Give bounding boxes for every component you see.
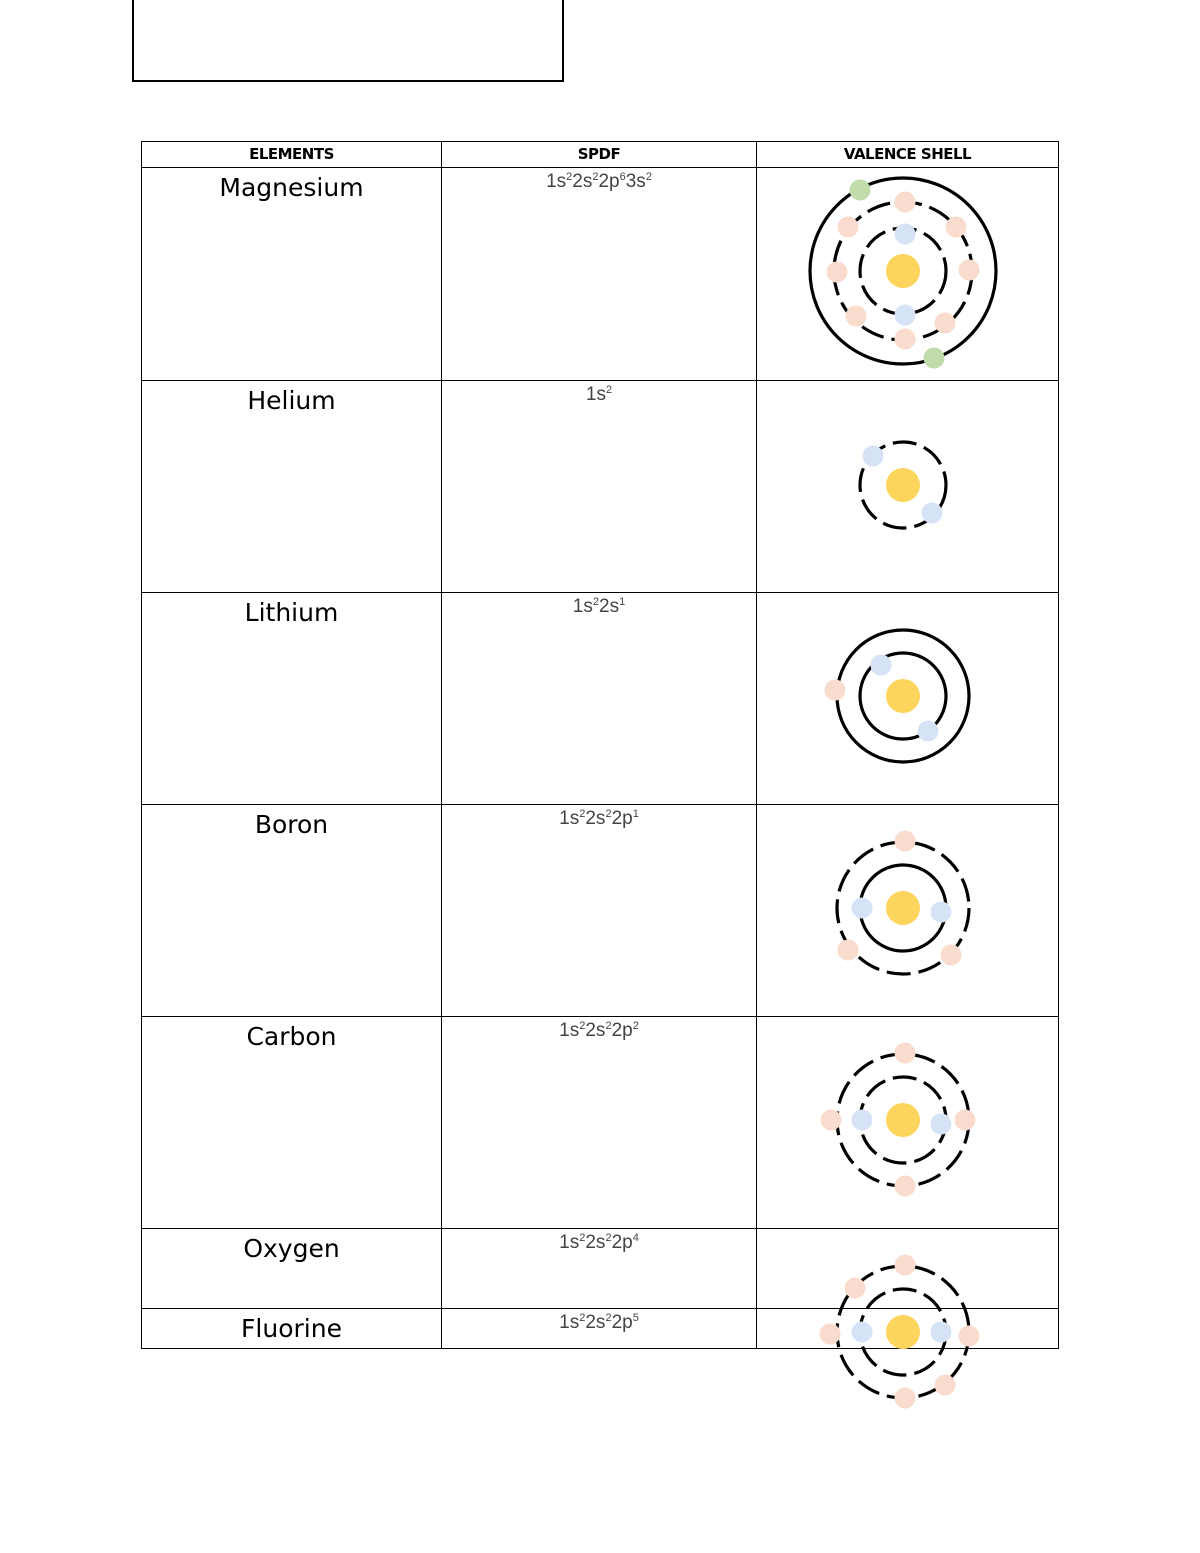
electron [895, 1255, 916, 1276]
electron [845, 1278, 866, 1299]
electron-count: 2 [605, 1312, 612, 1324]
orbital-label: 2s [585, 1232, 606, 1253]
spdf-notation [442, 1229, 756, 1254]
orbital-label: 1s [572, 596, 593, 617]
electron [895, 224, 916, 245]
orbital-label: 2s [572, 171, 593, 192]
electron [895, 1043, 916, 1064]
electron [959, 1326, 980, 1347]
element-name: Boron [254, 810, 329, 839]
electron [918, 721, 939, 742]
electron-count: 2 [579, 1020, 586, 1032]
electron-count: 2 [592, 596, 599, 608]
spdf-notation [442, 593, 756, 618]
electron-count: 2 [632, 1020, 639, 1032]
orbital-label: 1s [559, 1312, 580, 1333]
nucleus [886, 1103, 920, 1137]
spdf-notation [442, 1017, 756, 1042]
electron [895, 1176, 916, 1197]
spdf-notation [442, 1309, 756, 1334]
electron [852, 1110, 873, 1131]
element-name: Lithium [244, 598, 339, 627]
orbital-label: 1s [585, 384, 606, 405]
electron-count: 2 [579, 1312, 586, 1324]
nucleus [886, 1315, 920, 1349]
electron [935, 1375, 956, 1396]
element-name: Magnesium [219, 173, 364, 202]
orbital-label: 2s [585, 1312, 606, 1333]
electron [827, 262, 848, 283]
electron [850, 180, 871, 201]
electron [959, 260, 980, 281]
electron [941, 945, 962, 966]
name-box[interactable] [132, 0, 564, 82]
orbital-label: 2p [611, 1232, 633, 1253]
electron [895, 192, 916, 213]
fluorine-bohr-diagram [793, 1222, 1013, 1442]
nucleus [886, 679, 920, 713]
element-name: Carbon [246, 1022, 337, 1051]
electron-count: 2 [566, 171, 573, 183]
boron-bohr-diagram [793, 798, 1013, 1018]
electron [825, 680, 846, 701]
electron [895, 831, 916, 852]
electron-count: 2 [605, 808, 612, 820]
orbital-label: 2s [585, 808, 606, 829]
electron [821, 1110, 842, 1131]
orbital-label: 2p [611, 1020, 633, 1041]
electron-count: 2 [592, 171, 599, 183]
header-elements: ELEMENTS [142, 142, 442, 168]
orbital-label: 1s [559, 1232, 580, 1253]
orbital-label: 2p [611, 808, 633, 829]
element-name: Helium [247, 386, 336, 415]
electron [931, 1114, 952, 1135]
orbital-label: 2s [599, 596, 620, 617]
electron-count: 2 [645, 171, 652, 183]
nucleus [886, 254, 920, 288]
electron [852, 898, 873, 919]
electron-count: 2 [579, 808, 586, 820]
electron-count: 1 [632, 808, 639, 820]
electron-count: 2 [605, 384, 613, 396]
electron [820, 1324, 841, 1345]
electron [895, 305, 916, 326]
orbital-label: 2p [611, 1312, 633, 1333]
electron [924, 348, 945, 369]
electron [838, 940, 859, 961]
orbital-label: 2p [598, 171, 620, 192]
lithium-bohr-diagram [793, 586, 1013, 806]
element-name: Oxygen [243, 1234, 340, 1263]
electron-count: 2 [605, 1232, 612, 1244]
carbon-bohr-diagram [793, 1010, 1013, 1230]
electron [852, 1322, 873, 1343]
orbital-label: 1s [546, 171, 567, 192]
orbital-label: 1s [559, 808, 580, 829]
electron [863, 446, 884, 467]
electron [838, 217, 859, 238]
orbital-label: 2s [585, 1020, 606, 1041]
electron [935, 313, 956, 334]
electron [922, 503, 943, 524]
nucleus [886, 891, 920, 925]
electron-count: 2 [579, 1232, 586, 1244]
helium-bohr-diagram [793, 375, 1013, 595]
electron [846, 306, 867, 327]
header-spdf: SPDF [442, 142, 757, 168]
orbital-label: 3s [625, 171, 646, 192]
orbital-label: 1s [559, 1020, 580, 1041]
spdf-notation [442, 381, 756, 406]
spdf-notation [442, 805, 756, 830]
header-valence-shell: VALENCE SHELL [757, 142, 1059, 168]
electron [895, 329, 916, 350]
spdf-notation [442, 168, 756, 193]
electron-count: 4 [632, 1232, 639, 1244]
electron [871, 655, 892, 676]
electron-count: 5 [632, 1312, 639, 1324]
nucleus [886, 468, 920, 502]
electron-count: 2 [605, 1020, 612, 1032]
electron [946, 217, 967, 238]
electron [895, 1388, 916, 1409]
element-name: Fluorine [241, 1314, 342, 1343]
electron [955, 1110, 976, 1131]
electron [931, 1322, 952, 1343]
electron-count: 1 [619, 596, 626, 608]
magnesium-bohr-diagram [793, 161, 1013, 381]
electron-count: 6 [619, 171, 626, 183]
electron [931, 902, 952, 923]
